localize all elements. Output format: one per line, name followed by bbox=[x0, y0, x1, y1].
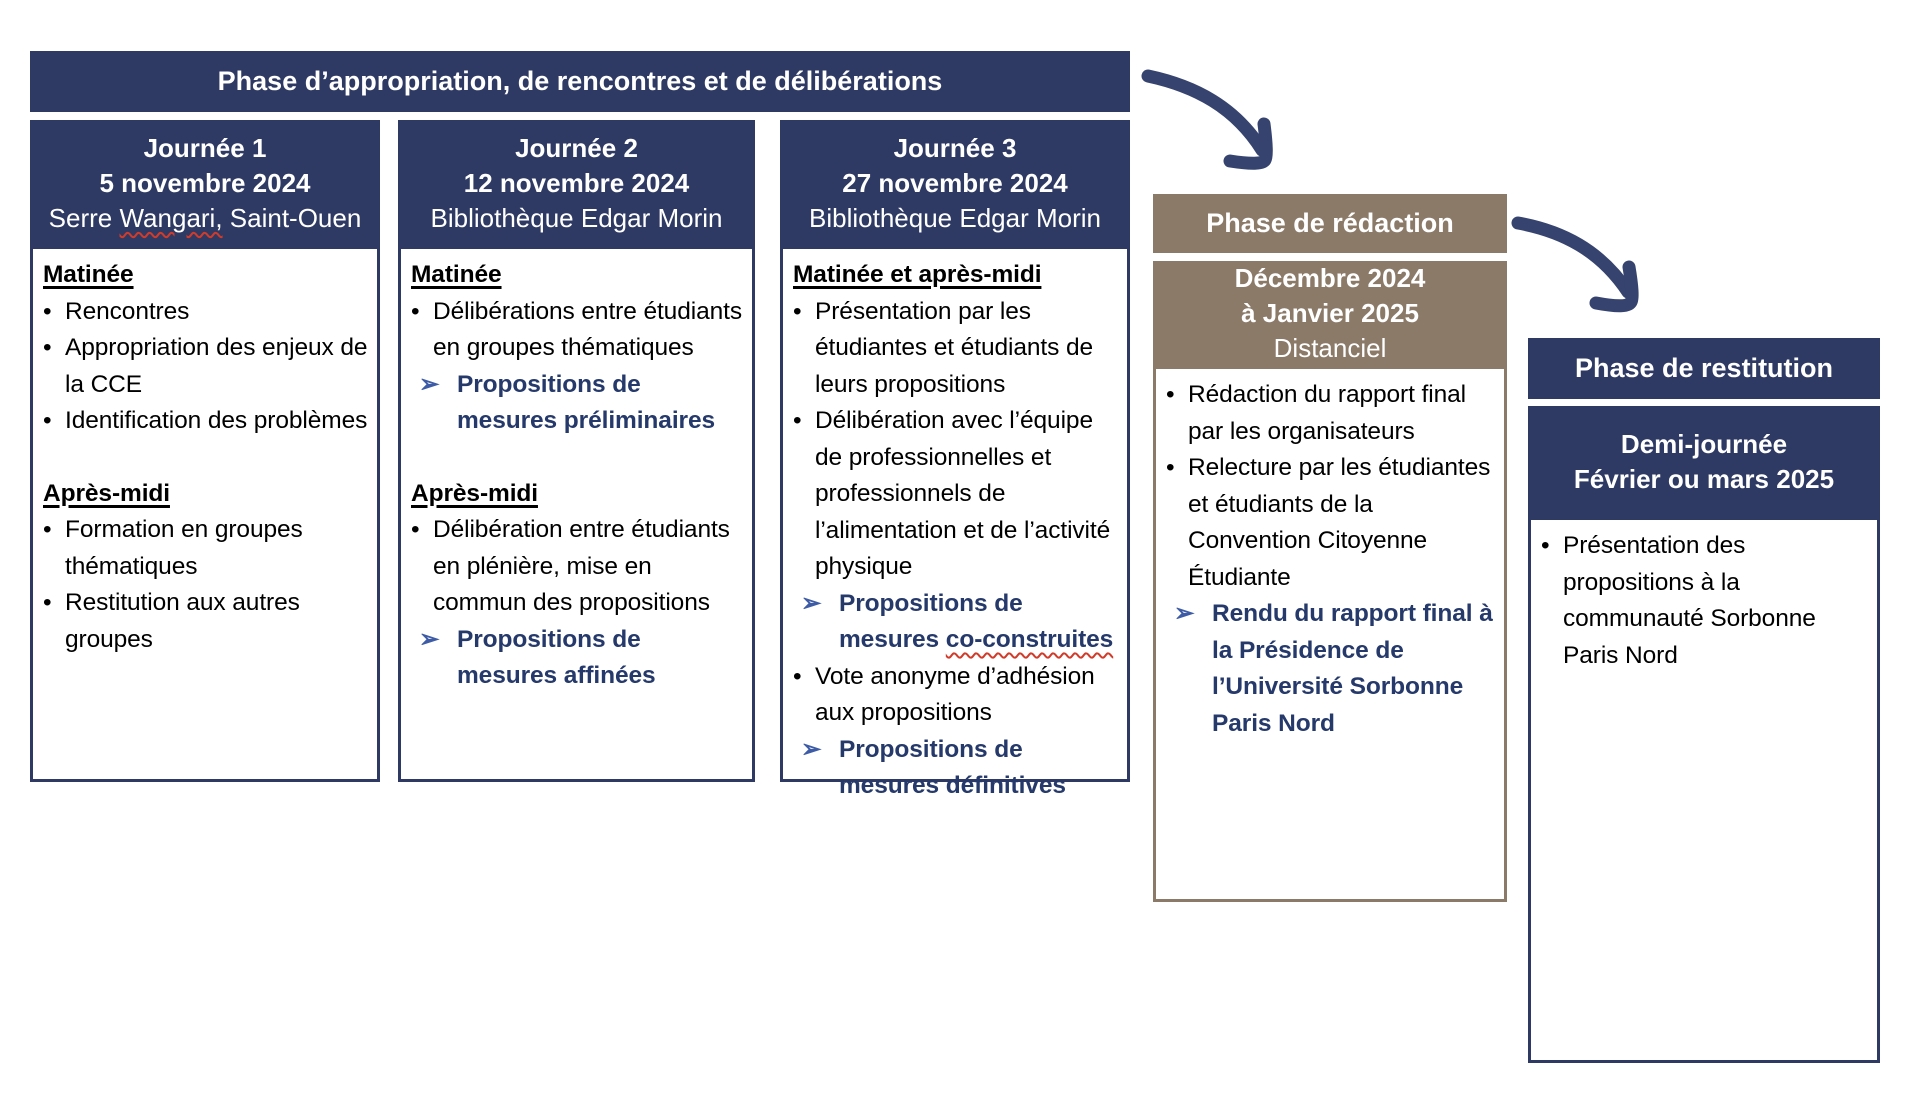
list-item-text: Formation en groupes thématiques bbox=[65, 516, 303, 580]
list-item bbox=[43, 330, 369, 403]
bullet-icon: • bbox=[793, 407, 802, 434]
day3-location: Bibliothèque Edgar Morin bbox=[809, 202, 1101, 233]
arrow-bullet-icon: ➢ bbox=[801, 735, 822, 763]
phase3-body bbox=[1528, 517, 1880, 1063]
list-item bbox=[411, 294, 744, 367]
phase2-period-line1: Décembre 2024 bbox=[1234, 263, 1426, 293]
list-item-arrow bbox=[1166, 596, 1496, 742]
list-item-text: Présentation des propositions à la communauté Sorbonne Paris Nord bbox=[1563, 532, 1816, 669]
section-heading: Après-midi bbox=[411, 479, 538, 507]
day1-header bbox=[30, 120, 380, 246]
phase1-title: Phase d’appropriation, de rencontres et de délibérations bbox=[217, 66, 943, 96]
list-item bbox=[1166, 450, 1496, 596]
list-item-text: Restitution aux autres groupes bbox=[65, 589, 300, 653]
list-item bbox=[793, 403, 1119, 586]
bullet-icon: • bbox=[43, 407, 52, 434]
list-item bbox=[43, 585, 369, 658]
list-item bbox=[411, 512, 744, 622]
bullet-icon: • bbox=[1166, 454, 1175, 481]
day2-header bbox=[398, 120, 755, 246]
section-heading: Matinée bbox=[411, 261, 502, 288]
day1-location bbox=[49, 201, 362, 236]
list-item bbox=[1166, 377, 1496, 450]
phase2-title: Phase de rédaction bbox=[1206, 208, 1454, 238]
list-item-text: Rendu du rapport final à la Présidence de l’Université Sorbonne Paris Nord bbox=[1212, 600, 1493, 737]
day3-body bbox=[780, 246, 1130, 799]
bullet-icon: • bbox=[43, 589, 52, 616]
list-item bbox=[793, 659, 1119, 732]
list-item-text: Identification des problèmes bbox=[65, 407, 368, 434]
list-item-text: Relecture par les étudiantes et étudiants de la Convention Citoyenne Étudiante bbox=[1188, 454, 1491, 591]
bullet-icon: • bbox=[1541, 532, 1550, 559]
list-item-arrow bbox=[793, 586, 1119, 659]
bullet-icon: • bbox=[43, 297, 52, 325]
day-column-1 bbox=[30, 120, 380, 782]
day2-location: Bibliothèque Edgar Morin bbox=[430, 202, 723, 233]
section-heading: Matinée bbox=[43, 261, 134, 288]
day1-date: 5 novembre 2024 bbox=[99, 167, 311, 198]
arrow-bullet-icon: ➢ bbox=[1174, 600, 1195, 627]
bullet-icon: • bbox=[43, 516, 52, 543]
day3-date: 27 novembre 2024 bbox=[842, 167, 1068, 198]
list-item-text: Vote anonyme d’adhésion aux propositions bbox=[815, 662, 1095, 726]
list-item bbox=[43, 403, 369, 440]
day-column-2 bbox=[398, 120, 755, 782]
arrow-bullet-icon: ➢ bbox=[419, 625, 440, 653]
list-item-text: Propositions de mesures définitives bbox=[839, 735, 1066, 799]
bullet-icon: • bbox=[1166, 381, 1175, 408]
arrow-bullet-icon: ➢ bbox=[801, 589, 822, 617]
curved-arrow-phase2-to-phase3 bbox=[1510, 210, 1645, 310]
day2-body bbox=[398, 246, 755, 782]
phase3-title: Phase de restitution bbox=[1574, 353, 1834, 383]
bullet-icon: • bbox=[793, 297, 802, 325]
list-item-text: Appropriation des enjeux de la CCE bbox=[65, 334, 368, 398]
day1-name: Journée 1 bbox=[143, 132, 267, 163]
list-item-text: Propositions de mesures affinées bbox=[457, 625, 656, 689]
list-item-text: Délibérations entre étudiants en groupes thématiques bbox=[433, 297, 742, 361]
list-item-text: Présentation par les étudiantes et étudiants de leurs propositions bbox=[815, 297, 1094, 398]
arrow-bullet-icon: ➢ bbox=[419, 370, 440, 398]
list-item bbox=[43, 294, 369, 331]
list-item-text: Délibération entre étudiants en plénière, mise en commun des propositions bbox=[433, 516, 730, 616]
phase2-period-line2: à Janvier 2025 bbox=[1241, 298, 1419, 328]
list-item bbox=[793, 294, 1119, 404]
list-item-text: Rencontres bbox=[65, 297, 190, 325]
location-suffix: Saint-Ouen bbox=[222, 202, 362, 233]
list-item bbox=[1541, 528, 1869, 674]
bullet-icon: • bbox=[411, 516, 420, 543]
day2-date: 12 novembre 2024 bbox=[463, 167, 690, 198]
phase1-banner bbox=[30, 51, 1130, 112]
phase2-period-header bbox=[1153, 261, 1507, 366]
day2-name: Journée 2 bbox=[515, 132, 638, 163]
phase3-period-line1: Demi-journée bbox=[1620, 428, 1788, 459]
day-column-3 bbox=[780, 120, 1130, 799]
section-heading: Matinée et après-midi bbox=[793, 261, 1042, 288]
list-item-text: Délibération avec l’équipe de professionnelles et professionnels de l’alimentation et de l’activité physique bbox=[815, 407, 1111, 580]
phase3-period-line2: Février ou mars 2025 bbox=[1573, 463, 1835, 494]
section-heading: Après-midi bbox=[43, 479, 170, 507]
phase2-mode: Distanciel bbox=[1273, 333, 1387, 363]
list-item-arrow bbox=[411, 622, 744, 695]
curved-arrow-phase1-to-phase2 bbox=[1140, 62, 1280, 167]
list-item-arrow bbox=[793, 732, 1119, 805]
phase2-body bbox=[1153, 366, 1507, 902]
list-item bbox=[43, 512, 369, 585]
phase3-banner bbox=[1528, 338, 1880, 399]
list-item-text bbox=[839, 586, 1119, 659]
list-item-arrow bbox=[411, 367, 744, 440]
list-item-text: Propositions de mesures préliminaires bbox=[457, 370, 716, 434]
day1-body bbox=[30, 246, 380, 782]
location-prefix: Serre bbox=[48, 202, 120, 233]
arrow-text-prefix: Propositions de mesures bbox=[839, 589, 1023, 653]
list-item-text: Rédaction du rapport final par les organisateurs bbox=[1188, 381, 1466, 445]
bullet-icon: • bbox=[793, 662, 802, 690]
phase3-period-header bbox=[1528, 406, 1880, 517]
phase2-banner bbox=[1153, 194, 1507, 253]
bullet-icon: • bbox=[43, 334, 52, 361]
day3-name: Journée 3 bbox=[893, 132, 1017, 163]
misspelled-word: Wangari, bbox=[119, 202, 223, 233]
misspelled-word: co-construites bbox=[945, 626, 1114, 653]
bullet-icon: • bbox=[411, 297, 420, 325]
day3-header bbox=[780, 120, 1130, 246]
